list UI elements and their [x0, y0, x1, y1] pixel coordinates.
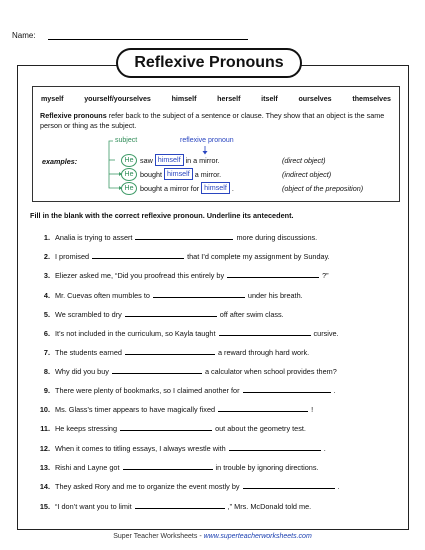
- answer-blank[interactable]: [112, 366, 202, 374]
- subject-circle: He: [121, 182, 137, 195]
- answer-blank[interactable]: [92, 251, 184, 259]
- answer-blank[interactable]: [123, 462, 213, 470]
- example-sentence-3: He bought a mirror for himself .: [121, 181, 234, 195]
- definition-term: Reflexive pronouns: [40, 111, 107, 120]
- example-sentence-2: He bought himself a mirror.: [121, 167, 221, 181]
- answer-blank[interactable]: [153, 290, 245, 298]
- answer-blank[interactable]: [125, 309, 217, 317]
- reflexive-box: himself: [155, 154, 184, 166]
- example-sentence-1: He saw himself in a mirror.: [121, 153, 220, 167]
- word-bank-item: yourself/yourselves: [84, 95, 151, 103]
- example-type-3: (object of the preposition): [282, 183, 364, 193]
- answer-blank[interactable]: [135, 501, 225, 509]
- question-13: 13. Rishi and Layne got in trouble by ignoring directions.: [39, 463, 319, 472]
- footer-url[interactable]: www.superteacherworksheets.com: [203, 533, 312, 540]
- answer-blank[interactable]: [229, 443, 321, 451]
- answer-blank[interactable]: [135, 232, 233, 240]
- info-box: [32, 86, 400, 202]
- question-7: 7. The students earned a reward through hard work.: [43, 348, 310, 357]
- question-4: 4. Mr. Cuevas often mumbles to under his breath.: [43, 291, 303, 300]
- question-6: 6. It’s not included in the curriculum, so Kayla taught cursive.: [43, 329, 339, 338]
- answer-blank[interactable]: [120, 423, 212, 431]
- question-10: 10. Ms. Glass’s timer appears to have magically fixed !: [39, 405, 314, 414]
- subject-circle: He: [121, 168, 137, 181]
- page-title: Reflexive Pronouns: [116, 48, 302, 78]
- answer-blank[interactable]: [125, 347, 215, 355]
- question-5: 5. We scrambled to dry off after swim class.: [43, 310, 284, 319]
- example-type-1: (direct object): [282, 155, 326, 165]
- example-type-2: (indirect object): [282, 169, 332, 179]
- instructions: Fill in the blank with the correct reflexive pronoun. Underline its antecedent.: [30, 211, 294, 220]
- reflexive-box: himself: [201, 182, 230, 194]
- word-bank-item: itself: [261, 95, 278, 103]
- question-11: 11. He keeps stressing out about the geometry test.: [40, 424, 306, 433]
- question-8: 8. Why did you buy a calculator when school provides them?: [43, 367, 337, 376]
- reflexive-pronoun-label: reflexive pronoun: [180, 137, 234, 144]
- answer-blank[interactable]: [243, 385, 331, 393]
- question-2: 2. I promised that I’d complete my assignment by Sunday.: [43, 252, 330, 261]
- answer-blank[interactable]: [218, 404, 308, 412]
- question-9: 9. There were plenty of bookmarks, so I claimed another for .: [43, 386, 336, 395]
- reflexive-box: himself: [164, 168, 193, 180]
- question-3: 3. Eliezer asked me, “Did you proofread this entirely by ?”: [43, 271, 329, 280]
- question-14: 14. They asked Rory and me to organize the event mostly by .: [39, 482, 340, 491]
- question-1: 1. Analia is trying to assert more during discussions.: [43, 233, 318, 242]
- footer: Super Teacher Worksheets - www.superteacherworksheets.com: [113, 533, 312, 540]
- answer-blank[interactable]: [219, 328, 311, 336]
- answer-blank[interactable]: [243, 481, 335, 489]
- word-bank-item: himself: [171, 95, 197, 103]
- footer-brand: Super Teacher Worksheets: [113, 533, 198, 540]
- question-15: 15. “I don’t want you to limit ,” Mrs. McDonald told me.: [39, 502, 312, 511]
- answer-blank[interactable]: [227, 270, 319, 278]
- name-line[interactable]: [48, 39, 248, 40]
- question-12: 12. When it comes to titling essays, I always wrestle with .: [39, 444, 326, 453]
- name-label: Name:: [12, 31, 36, 40]
- subject-circle: He: [121, 154, 137, 167]
- word-bank-item: herself: [217, 95, 241, 103]
- word-bank-item: themselves: [352, 95, 391, 103]
- word-bank-item: myself: [41, 95, 64, 103]
- definition-text: refer back to the subject of a sentence or clause. They show that an object is the same person or thing as the subject.: [40, 111, 385, 130]
- subject-label: subject: [115, 137, 138, 144]
- word-bank-item: ourselves: [298, 95, 332, 103]
- examples-label: examples:: [42, 157, 78, 166]
